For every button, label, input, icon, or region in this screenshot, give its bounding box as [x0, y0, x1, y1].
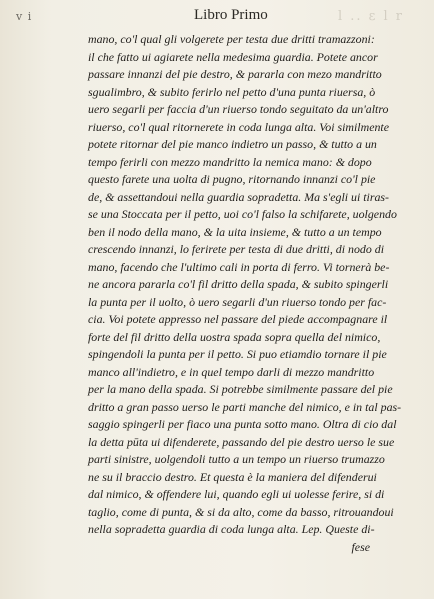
text-line: se una Stoccata per il petto, uoi co'l falso la schifarete, uolgendo	[88, 207, 397, 221]
text-line: il che fatto ui agiarete nella medesima guardia. Potete ancor	[88, 49, 378, 64]
text-line: manco all'indietro, e in quel tempo darli di mezzo mandritto	[88, 364, 375, 379]
text-line: ne ancora pararla co'l fil dritto della spada, & subito spingerli	[88, 277, 389, 291]
text-line: riuerso, co'l qual ritornerete in coda lunga alta. Voi similmente	[88, 119, 389, 134]
text-line: ben il nodo della mano, & la uita insieme, & tutto a un tempo	[88, 224, 382, 239]
text-line: parti sinistre, uolgendoli tutto a un tempo un riuerso trumazzo	[88, 452, 385, 466]
text-line: spingendoli la punta per il petto. Si puo etiamdio tornare il pie	[88, 347, 387, 361]
page-header	[0, 7, 434, 31]
text-line: passare innanzi del pie destro, & pararla con mezo mandritto	[88, 67, 382, 81]
text-line: mano, co'l qual gli volgerete per testa due dritti tramazzoni:	[88, 32, 375, 46]
text-line: nella sopradetta guardia di coda lunga alta. Lep. Queste di-	[88, 522, 375, 536]
text-line: mano, facendo che l'ultimo cali in porta di ferro. Vi tornerà be-	[88, 259, 390, 274]
running-head: Libro Primo	[194, 7, 268, 23]
text-line: dal nimico, & offendere lui, quando egli ui uolesse ferire, si di	[88, 487, 385, 501]
text-line: sgualimbro, & subito ferirlo nel petto d'una punta riuersa, ò	[88, 84, 376, 99]
text-line: cia. Voi potete appresso nel passare del piede accompagnare il	[88, 312, 388, 326]
catchword: fese	[351, 539, 370, 554]
body-text	[88, 31, 400, 556]
text-line: per la mano della spada. Si potrebbe similmente passare del pie	[88, 382, 393, 396]
text-line: la punta per il uolto, ò uero segarli d'un riuerso tondo per fac-	[88, 294, 387, 309]
text-line: de, & assettandoui nella guardia sopradetta. Ma s'egli ui tiras-	[88, 189, 390, 204]
text-line: potete ritornar del pie manco indietro un passo, & tutto a un	[88, 137, 377, 151]
text-line: forte del fil dritto della uostra spada sopra quella del nimico,	[88, 329, 381, 344]
page-number: v i	[16, 10, 33, 23]
bleed-through-text: l .. ε l r	[337, 9, 404, 24]
text-line: dritto a gran passo uerso le parti manche del nimico, e in tal pas-	[88, 399, 402, 414]
text-line: tempo ferirli con mezzo mandritto la nemica mano: & dopo	[88, 154, 372, 169]
text-line: la detta pūta ui difenderete, passando del pie destro uerso le sue	[88, 434, 395, 449]
text-line: questo farete una uolta di pugno, ritornando innanzi co'l pie	[88, 172, 376, 186]
text-line: ne su il braccio destro. Et questa è la maniera del difenderui	[88, 469, 377, 484]
text-line: uero segarli per faccia d'un riuerso tondo seguitato da un'altro	[88, 102, 389, 116]
text-line: saggio spingerli per fiaco una punta sotto mano. Oltra di cio dal	[88, 417, 397, 431]
text-line: crescendo innanzi, lo ferirete per testa di due dritti, di nodo di	[88, 242, 385, 256]
text-line: taglio, come di punta, & si da alto, come da basso, ritrouandoui	[88, 504, 394, 519]
